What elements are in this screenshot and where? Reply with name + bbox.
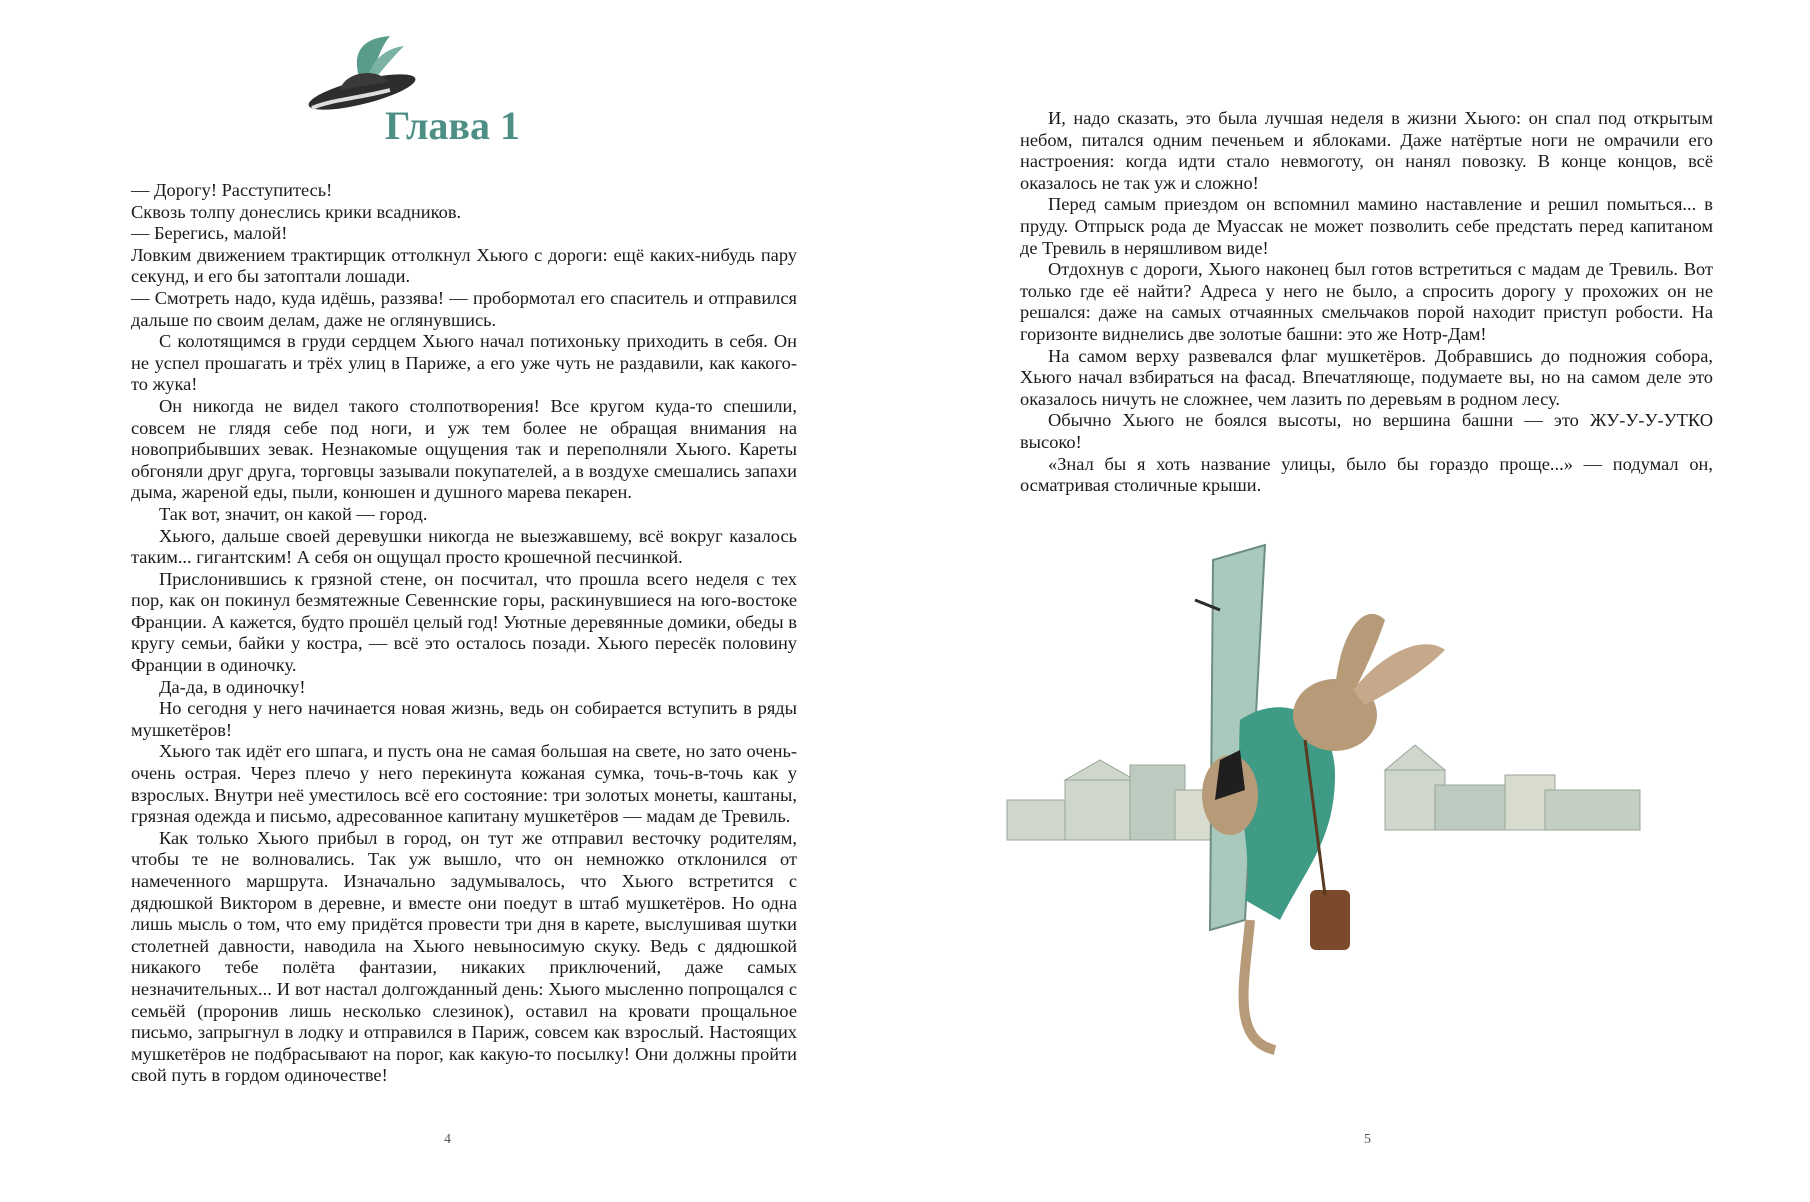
paragraph: Но сегодня у него начинается новая жизнь, ведь он собирается вступить в ряды мушкетёров! (131, 698, 797, 740)
page-number-right: 5 (1364, 1132, 1371, 1147)
right-page (905, 0, 1810, 1202)
paragraph: Сквозь толпу донеслись крики всадников. (131, 201, 462, 222)
paragraph: Обычно Хьюго не боялся высоты, но вершина башни — это ЖУ-У-У-УТКО высоко! (1020, 410, 1713, 452)
paragraph: Перед самым приездом он вспомнил мамино наставление и решил помыться... в пруду. Отпрыск рода де Муассак не может позволить себе предстать перед капитаном де Тревиль в неряшливом виде! (1020, 194, 1713, 258)
paragraph: — Дорогу! Расступитесь! (131, 180, 333, 200)
paragraph: «Знал бы я хоть название улицы, было бы гораздо проще...» — подумал он, осматривая столичные крыши. (1020, 453, 1713, 496)
rabbit-climbing-illustration (1005, 540, 1645, 1080)
paragraph: Он никогда не видел такого столпотворения! Все кругом куда-то спешили, совсем не глядя себе под ноги, и уж тем более не обращая внимания на новоприбывших зевак. Незнакомые ощущения так и переполняли Хьюго. Кареты обгоняли друг друга, торговцы зазывали покупателей, а в воздухе смешались запахи дыма, жареной еды, пыли, конюшен и душного марева пекарен. (131, 395, 797, 503)
paragraph: Прислонившись к грязной стене, он посчитал, что прошла всего неделя с тех пор, как он покинул безмятежные Севеннские горы, раскинувшиеся на юго-востоке Франции. А кажется, будто прошёл целый год! Уютные деревянные домики, обеды в кругу семьи, байки у костра, — всё это осталось позади. Хьюго пересёк половину Франции в одиночку. (131, 568, 797, 676)
paragraph: Да-да, в одиночку! (159, 676, 306, 697)
page-number-left: 4 (444, 1132, 451, 1147)
paragraph: И, надо сказать, это была лучшая неделя в жизни Хьюго: он спал под открытым небом, питался одним печеньем и яблоками. Даже натёртые ноги не омрачили его настроения: когда идти стало невмоготу, он нанял повозку. В конце концов, всё оказалось не так уж и сложно! (1020, 108, 1713, 193)
paragraph: С колотящимся в груди сердцем Хьюго начал потихоньку приходить в себя. Он не успел прошагать и трёх улиц в Париже, а его уже чуть не раздавили, как какого-то жука! (131, 331, 797, 395)
paragraph: Хьюго так идёт его шпага, и пусть она не самая большая на свете, но зато очень-очень острая. Через плечо у него перекинута кожаная сумка, точь-в-точь как у взрослых. Внутри неё уместилось всё его состояние: три золотых монеты, каштаны, грязная одежда и письмо, адресованное капитану мушкетёров — мадам де Тревиль. (131, 741, 797, 827)
rooftops-right (1385, 745, 1640, 830)
paragraph: — Смотреть надо, куда идёшь, раззява! — пробормотал его спаситель и отправился дальше по своим делам, даже не оглянувшись. (131, 287, 797, 330)
right-body-text (1020, 108, 1713, 497)
paragraph: На самом верху развевался флаг мушкетёров. Добравшись до подножия собора, Хьюго начал взбираться на фасад. Впечатляюще, подумаете вы, но на самом деле это оказалось ничуть не сложнее, чем лазить по деревьям в родном лесу. (1020, 345, 1713, 409)
chapter-title: Глава 1 (385, 103, 520, 148)
left-body-text (131, 180, 797, 1087)
paragraph: — Берегись, малой! (131, 223, 288, 244)
paragraph: Хьюго, дальше своей деревушки никогда не выезжавшему, всё вокруг казалось таким... гигантским! А себя он ощущал просто крошечной песчинкой. (131, 525, 797, 568)
paragraph: Отдохнув с дороги, Хьюго наконец был готов встретиться с мадам де Тревиль. Вот только где её найти? Адреса у него не было, а спросить дорогу у прохожих он не решался: даже на самых отчаянных смельчаков порой находит приступ робости. На горизонте виднелись две золотые башни: это же Нотр-Дам! (1020, 259, 1713, 344)
paragraph: Так вот, значит, он какой — город. (159, 503, 428, 524)
paragraph: Как только Хьюго прибыл в город, он тут же отправил весточку родителям, чтобы те не волновались. Так уж вышло, что он немножко отклонился от намеченного маршрута. Изначально задумывалось, что Хьюго встретится с дядюшкой Виктором в деревне, и вместе они поедут в штаб мушкетёров. Но одна лишь мысль о том, что ему придётся провести три дня в карете, выслушивая шутки столетней давности, наводила на Хьюго невыносимую скуку. Ведь с дядюшкой никакого тебе полёта фантазии, никаких приключений, даже самых незначительных... И вот настал долгожданный день: Хьюго мысленно попрощался с семьёй (проронив лишь несколько слезинок), оставил на кровати прощальное письмо, запрыгнул в лодку и отправился в Париж, совсем как взрослый. Настоящих мушкетёров не подбрасывают на порог, как какую-то посылку! Они должны пройти свой путь в гордом одиночестве! (131, 827, 797, 1086)
paragraph: Ловким движением трактирщик оттолкнул Хьюго с дороги: ещё каких-нибудь пару секунд, и его бы затоптали лошади. (131, 244, 797, 287)
